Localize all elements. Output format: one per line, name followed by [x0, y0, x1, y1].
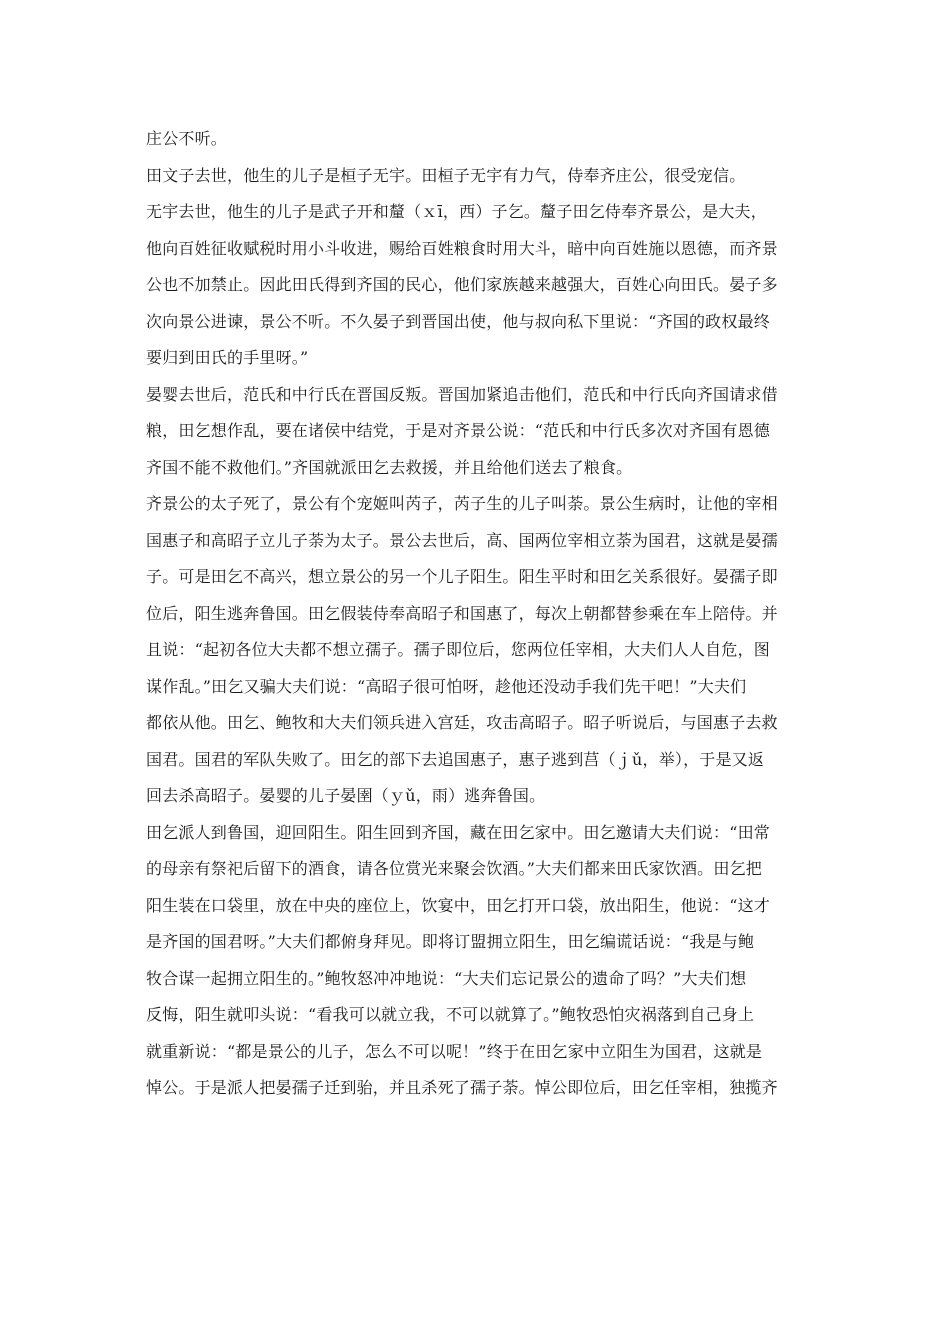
paragraph-line: 的母亲有祭祀后留下的酒食，请各位赏光来聚会饮酒。”大夫们都来田氏家饮酒。田乞把	[146, 859, 762, 878]
paragraph-line: 齐景公的太子死了，景公有个宠姬叫芮子，芮子生的儿子叫荼。景公生病时，让他的宰相	[146, 494, 778, 513]
paragraph-1	[146, 121, 812, 158]
paragraph-line: 牧合谋一起拥立阳生的。”鲍牧怒冲冲地说：“大夫们忘记景公的遗命了吗？”大夫们想	[146, 968, 747, 988]
paragraph-2	[146, 158, 812, 195]
paragraph-line: 公也不加禁止。因此田氏得到齐国的民心，他们家族越来越强大，百姓心向田氏。晏子多	[146, 275, 778, 294]
paragraph-line: 国惠子和高昭子立儿子荼为太子。景公去世后，高、国两位宰相立荼为国君，这就是晏孺	[146, 530, 778, 550]
paragraph-6	[146, 815, 812, 1107]
paragraph-line: 阳生装在口袋里，放在中央的座位上，饮宴中，田乞打开口袋，放出阳生，他说：“这才	[146, 895, 770, 915]
paragraph-line: 粮，田乞想作乱，要在诸侯中结党，于是对齐景公说：“范氏和中行氏多次对齐国有恩德	[146, 421, 770, 440]
paragraph-line: 次向景公进谏，景公不听。不久晏子到晋国出使，他与叔向私下里说：“齐国的政权最终	[146, 311, 770, 331]
paragraph-line: 都依从他。田乞、鲍牧和大夫们领兵进入宫廷，攻击高昭子。昭子听说后，与国惠子去救	[146, 713, 778, 732]
paragraph-line: 悼公。于是派人把晏孺子迁到骀，并且杀死了孺子荼。悼公即位后，田乞任宰相，独揽齐	[146, 1078, 778, 1097]
paragraph-line: 谋作乱。”田乞又骗大夫们说：“高昭子很可怕呀，趁他还没动手我们先干吧！”大夫们	[146, 676, 747, 696]
paragraph-line: 田乞派人到鲁国，迎回阳生。阳生回到齐国，藏在田乞家中。田乞邀请大夫们说：“田常	[146, 822, 770, 842]
paragraph-line: 回去杀高昭子。晏婴的儿子晏圉（ｙǔ，雨）逃奔鲁国。	[146, 786, 546, 805]
paragraph-line: 田文子去世，他生的儿子是桓子无宇。田桓子无宇有力气，侍奉齐庄公，很受宠信。	[146, 165, 746, 185]
paragraph-line: 要归到田氏的手里呀。”	[146, 348, 309, 367]
paragraph-line: 是齐国的国君呀。”大夫们都俯身拜见。即将订盟拥立阳生，田乞编谎话说：“我是与鲍	[146, 932, 755, 951]
paragraph-line: 齐国不能不救他们。”齐国就派田乞去救援，并且给他们送去了粮食。	[146, 457, 633, 477]
paragraph-line: 就重新说：“都是景公的儿子，怎么不可以呢！”终于在田乞家中立阳生为国君，这就是	[146, 1041, 763, 1061]
document-body	[146, 121, 812, 1107]
paragraph-4	[146, 377, 812, 487]
paragraph-line: 位后，阳生逃奔鲁国。田乞假装侍奉高昭子和国惠了，每次上朝都替参乘在车上陪侍。并	[146, 603, 778, 623]
paragraph-line: 且说：“起初各位大夫都不想立孺子。孺子即位后，您两位任宰相，大夫们人人自危，图	[146, 640, 770, 659]
paragraph-line: 晏婴去世后，范氏和中行氏在晋国反叛。晋国加紧追击他们，范氏和中行氏向齐国请求借	[146, 384, 778, 404]
paragraph-line: 国君。国君的军队失败了。田乞的部下去追国惠子，惠子逃到莒（ｊǔ，举），于是又返	[146, 749, 765, 769]
paragraph-5	[146, 486, 812, 815]
paragraph-line: 子。可是田乞不高兴，想立景公的另一个儿子阳生。阳生平时和田乞关系很好。晏孺子即	[146, 567, 778, 586]
paragraph-line: 他向百姓征收赋税时用小斗收进，赐给百姓粮食时用大斗，暗中向百姓施以恩德，而齐景	[146, 238, 778, 258]
paragraph-3	[146, 194, 812, 377]
paragraph-line: 庄公不听。	[146, 129, 228, 148]
paragraph-line: 无宇去世，他生的儿子是武子开和釐（ｘī，西）子乞。釐子田乞侍奉齐景公，是大夫，	[146, 202, 767, 221]
paragraph-line: 反悔，阳生就叩头说：“看我可以就立我，不可以就算了。”鲍牧恐怕灾祸落到自己身上	[146, 1005, 755, 1024]
